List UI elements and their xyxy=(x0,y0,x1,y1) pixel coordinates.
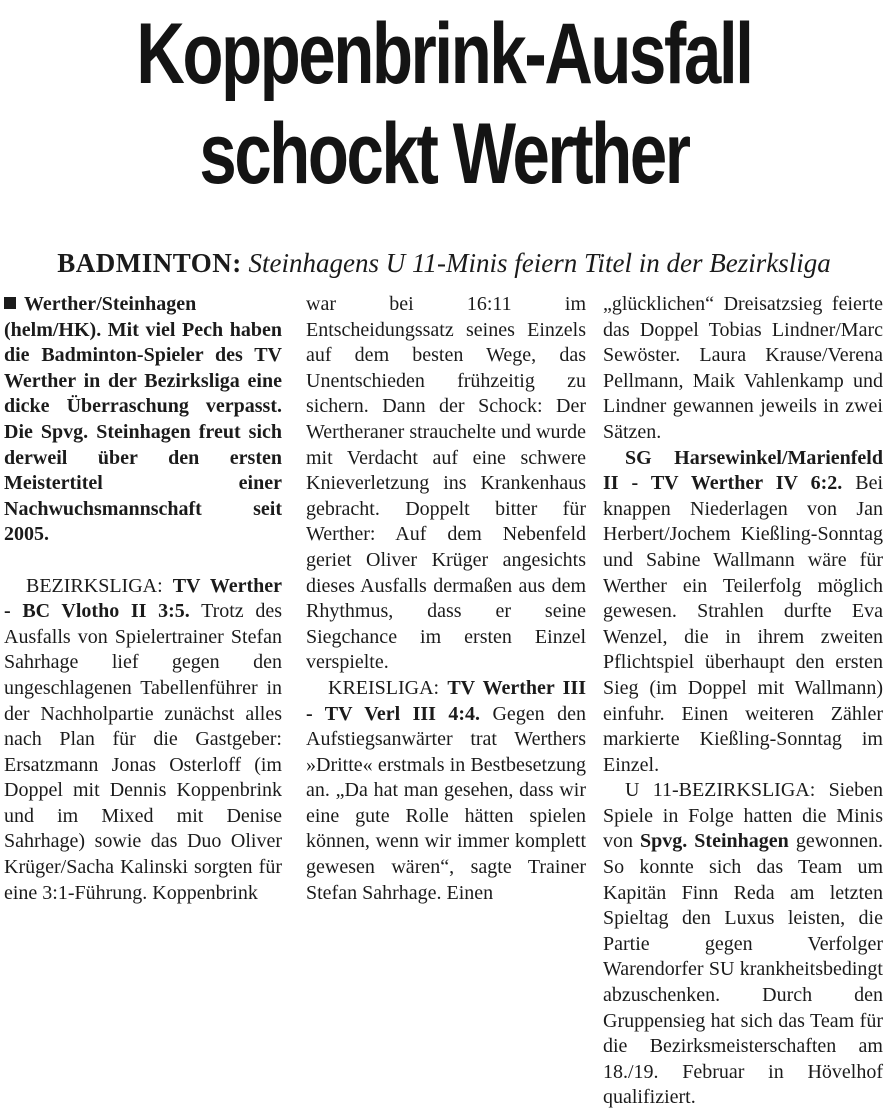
lead-text: Werther/Steinhagen (helm/HK). Mit viel Pech haben die Badminton-Spieler des TV Werther in der Bezirksliga eine dicke Überraschung verpasst. Die Spvg. Steinhagen freut sich derweil über den ersten Meistertitel einer Nachwuchsmannschaft seit 2005. xyxy=(4,293,282,546)
paragraph-kreisliga xyxy=(306,676,586,906)
article-column-2 xyxy=(306,292,586,906)
league-label: BEZIRKSLIGA: xyxy=(26,574,163,597)
paragraph-bezirksliga-continued xyxy=(306,292,586,676)
paragraph-kreisliga-continued xyxy=(603,292,883,446)
league-label: KREISLIGA: xyxy=(328,676,440,699)
paragraph-bezirksliga xyxy=(4,574,282,907)
paragraph-text: „glücklichen“ Dreisatzsieg feierte das Doppel Tobias Lindner/Marc Sewöster. Laura Krause/Verena Pellmann, Maik Vahlenkamp und Lindner gewannen jeweils in zwei Sätzen. xyxy=(603,293,883,443)
paragraph-text: war bei 16:11 im Entscheidungssatz seines Einzels auf dem besten Wege, das Unentschieden frühzeitig zu sichern. Dann der Schock: Der Wertheraner strauchelte und wurde mit Verdacht auf eine schwere Knieverletzung ins Krankenhaus gebracht. Doppelt bitter für Werther: Auf dem Nebenfeld geriet Oliver Krüger angesichts dieses Ausfalls dermaßen aus dem Rhythmus, dass er seine Siegchance im ersten Einzel verspielte. xyxy=(306,293,586,674)
paragraph-u11-bezirksliga xyxy=(603,778,883,1111)
match-result: SG Harsewinkel/Marienfeld II - TV Werther IV 6:2. xyxy=(603,446,883,495)
paragraph-text: Bei knappen Niederlagen von Jan Herbert/Jochem Kießling-Sonntag und Sabine Wallmann wäre für Werther ein Teilerfolg möglich gewesen. Strahlen durfte Eva Wenzel, die in ihrem zweiten Pflichtspiel überhaupt den ersten Sieg (im Doppel mit Wallmann) einfuhr. Einen weiteren Zähler markierte Kießling-Sonntag im Einzel. xyxy=(603,472,884,776)
subhead-deck: Steinhagens U 11-Minis feiern Titel in der Bezirksliga xyxy=(248,248,831,278)
subhead-kicker: BADMINTON: xyxy=(57,248,242,278)
match-result: TV Werther - BC Vlotho II 3:5. xyxy=(4,574,283,623)
paragraph-text: Sieben Spiele in Folge hatten die Minis von xyxy=(603,779,883,853)
club-name: Spvg. Steinhagen xyxy=(640,830,789,853)
paragraph-harsewinkel xyxy=(603,446,883,779)
headline xyxy=(98,4,791,204)
article-column-1 xyxy=(4,292,282,906)
paragraph-text: Trotz des Ausfalls von Spielertrainer Stefan Sahrhage lief gegen den ungeschlagenen Tabellenführer in der Nachholpartie zunächst alles nach Plan für die Gastgeber: Ersatzmann Jonas Osterloff (im Doppel mit Dennis Koppenbrink und im Mixed mit Denise Sahrhage) sowie das Duo Oliver Krüger/Sacha Kalinski sorgten für eine 3:1-Führung. Koppenbrink xyxy=(4,600,282,904)
headline-line-1: Koppenbrink-Ausfall xyxy=(136,6,752,102)
article-column-3 xyxy=(603,292,883,1111)
paragraph-text: Gegen den Aufstiegsanwärter trat Werthers »Dritte« erstmals in Bestbesetzung an. „Da hat man gesehen, dass wir eine gute Rolle hätten spielen können, wenn wir immer komplett gewesen wären“, sagte Trainer Stefan Sahrhage. Einen xyxy=(306,702,586,904)
headline-line-2: schockt Werther xyxy=(199,106,689,202)
subheadline xyxy=(0,243,888,283)
paragraph-text: gewonnen. So konnte sich das Team um Kapitän Finn Reda am letzten Spieltag den Luxus leisten, die Partie gegen Verfolger Warendorfer SU krankheitsbedingt abzuschenken. Durch den Gruppensieg hat sich das Team für die Bezirksmeisterschaften am 18./19. Februar in Hövelhof qualifiziert. xyxy=(603,830,884,1109)
lead-paragraph xyxy=(4,292,282,548)
match-result: TV Werther III - TV Verl III 4:4. xyxy=(306,676,586,725)
square-bullet-icon xyxy=(4,297,16,309)
league-label: U 11-BEZIRKSLIGA: xyxy=(625,779,816,802)
